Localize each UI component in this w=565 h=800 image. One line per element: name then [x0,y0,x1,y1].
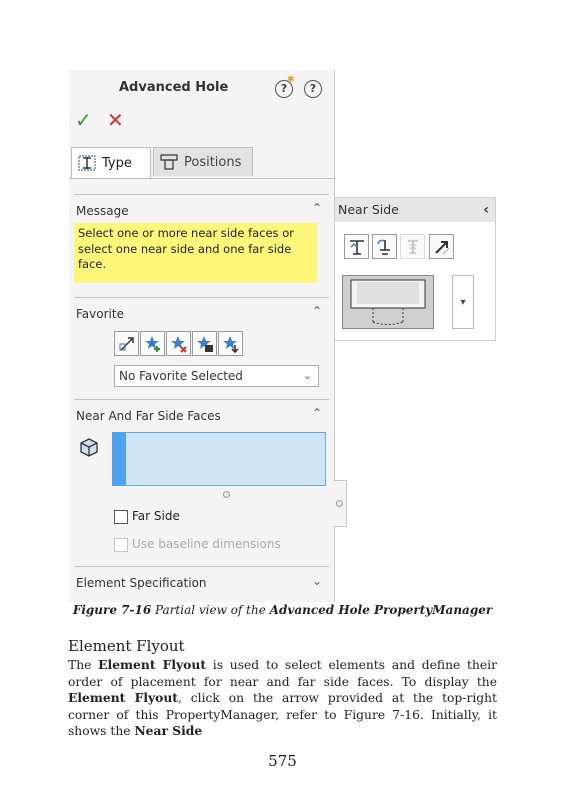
divider [74,566,329,567]
near-far-section-title: Near And Far Side Faces [76,409,221,423]
divider [74,399,329,400]
insert-element-below-icon[interactable] [372,234,397,259]
far-side-label: Far Side [132,509,180,523]
tab-type-label: Type [102,155,132,171]
favorite-select-value: No Favorite Selected [119,369,243,383]
favorite-select[interactable] [114,365,319,387]
selection-highlight [112,432,126,486]
help-icon[interactable]: ? [304,80,322,98]
property-manager-panel [69,70,335,602]
collapse-arrow-icon[interactable]: ‹ [483,202,489,218]
para-bold: Element Flyout [98,657,207,672]
delete-favorite-icon[interactable] [166,331,191,356]
para-text: The [68,658,99,672]
pm-title: Advanced Hole [119,80,229,95]
message-text: Select one or more near side faces or select one near side and one far side face. [74,223,317,283]
flyout-title: Near Side [338,202,399,217]
apply-defaults-icon[interactable] [114,331,139,356]
chevron-down-icon: ⌄ [302,369,312,382]
caption-figure-number: Figure 7-16 [72,603,152,617]
cancel-x-icon[interactable]: ✕ [107,108,124,132]
body-paragraph [68,657,497,740]
replace-element-icon[interactable] [429,234,454,259]
chevron-down-icon[interactable]: ⌄ [312,574,323,588]
far-side-checkbox[interactable] [114,510,128,524]
detailed-preview-help-icon[interactable]: ? [275,80,293,98]
caption-name: Advanced Hole PropertyManager [269,603,493,617]
figure-caption [0,603,565,617]
ok-check-icon[interactable]: ✓ [75,108,92,132]
divider [74,297,329,298]
caption-text: Partial view of the [151,603,270,617]
page-number: 575 [268,752,297,770]
preview-dropdown-button[interactable] [452,275,474,329]
element-spec-section-title: Element Specification [76,576,207,590]
para-bold: Near Side [134,723,203,738]
chevron-up-icon[interactable]: ⌃ [312,201,323,215]
positions-icon [160,154,178,170]
tab-positions-label: Positions [184,154,242,170]
caret-down-icon: ▾ [460,296,466,308]
face-cube-icon [79,437,99,457]
baseline-checkbox[interactable] [114,538,128,552]
handle-dot [336,500,343,507]
element-preview-image[interactable] [342,275,434,329]
flyout-header [335,198,495,222]
chevron-up-icon[interactable]: ⌃ [312,304,323,318]
load-favorite-icon[interactable] [218,331,243,356]
tab-positions[interactable] [153,147,253,176]
tab-bar [69,147,334,179]
message-section-title: Message [76,204,129,218]
counterbore-preview-icon [343,276,433,328]
section-heading: Element Flyout [68,637,185,655]
tab-type[interactable] [71,147,151,178]
delete-element-icon[interactable] [400,234,425,259]
favorite-toolbar [114,331,244,356]
resize-handle[interactable] [223,491,230,498]
save-favorite-icon[interactable] [192,331,217,356]
hole-type-icon [78,155,96,171]
chevron-up-icon[interactable]: ⌃ [312,406,323,420]
para-bold: Element Flyout [68,690,178,705]
divider [74,194,329,195]
para-text: , click on the arrow provided at the top-right corner of this PropertyManager, refer to Figure 7-16. Initially, it shows the [68,691,497,738]
insert-element-icon[interactable] [344,234,369,259]
favorite-section-title: Favorite [76,307,124,321]
sparkle-icon: ✱ [287,75,295,85]
baseline-label: Use baseline dimensions [132,537,281,551]
faces-selection-box[interactable] [112,432,326,486]
add-favorite-icon[interactable] [140,331,165,356]
near-side-flyout [334,197,496,341]
para-text: is used to select elements and define their order of placement for near and far side faces. To display the [68,658,497,689]
